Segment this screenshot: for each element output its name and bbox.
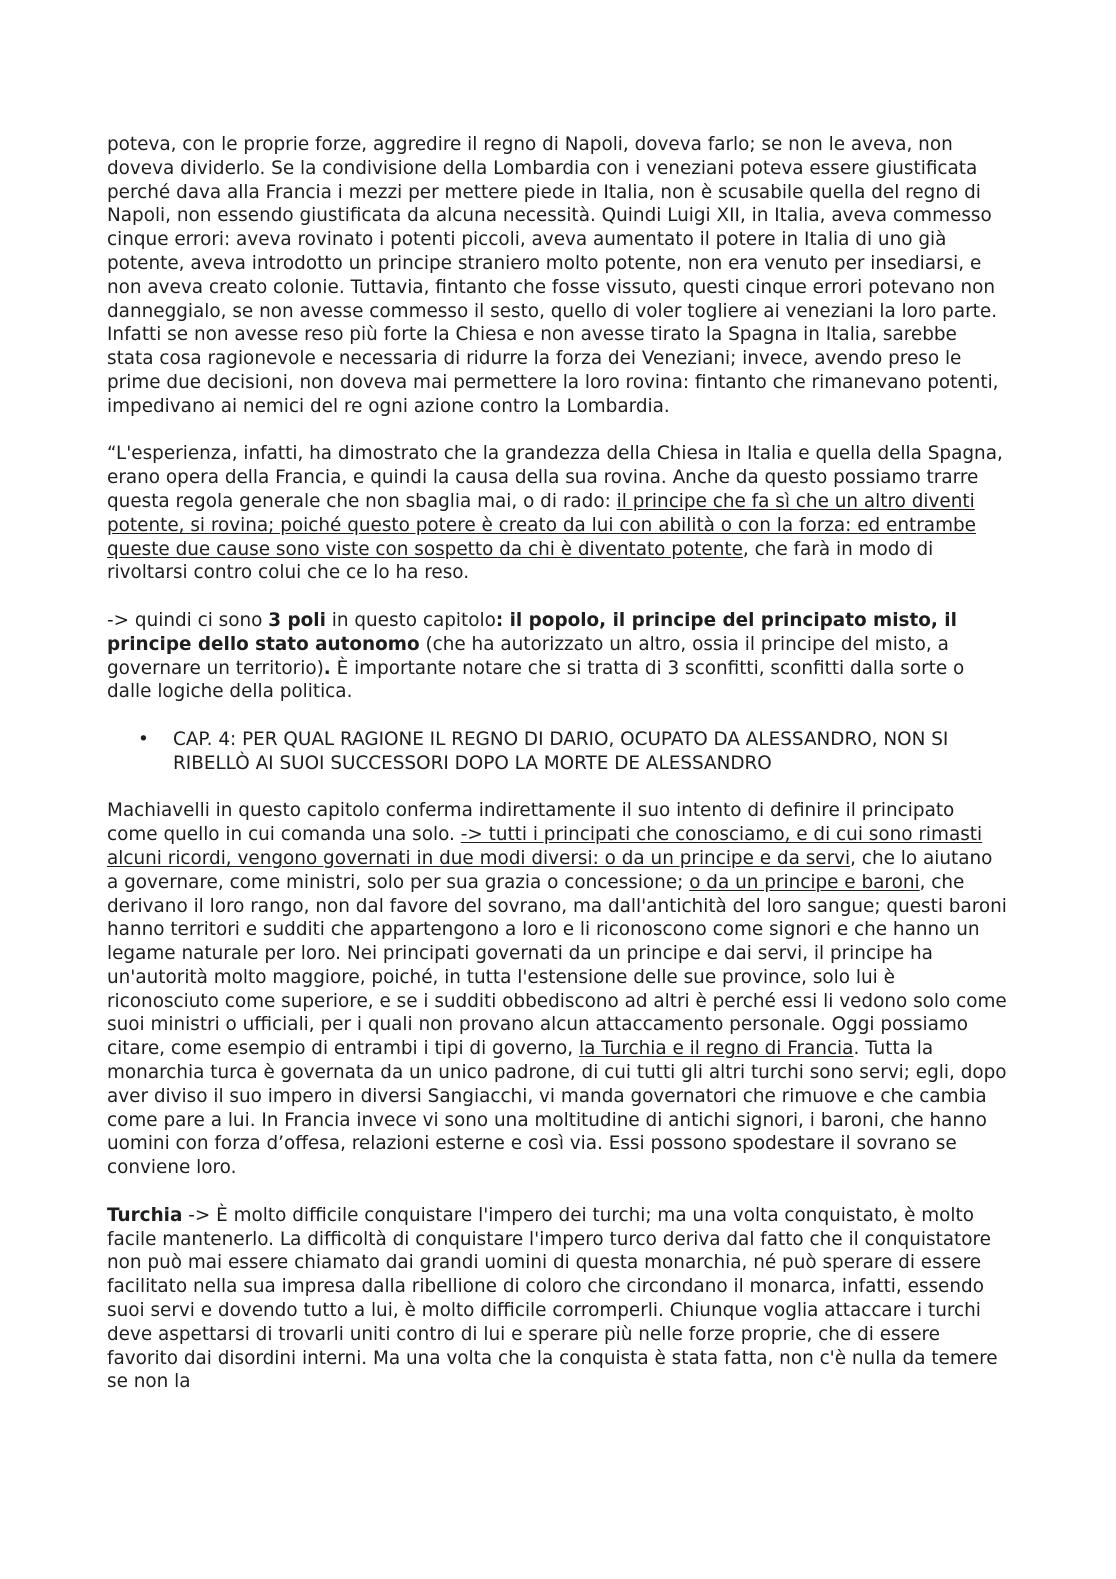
document-page <box>107 133 1007 1394</box>
underlined-text: o da un principe e baroni <box>689 871 920 893</box>
paragraph-text: (che ha autorizzato un altro, ossia il principe del misto, a governare un territorio) <box>107 633 949 679</box>
paragraph-text: -> È molto difficile conquistare l'impero dei turchi; ma una volta conquistato, è molto facile mantenerlo. La difficoltà di conquistare l'impero turco deriva dal fatto che il conquistatore non può mai essere chiamato dai grandi uomini di questa monarchia, né può sperare di essere facilitato nella sua impresa dalla ribellione di coloro che circondano il monarca, infatti, essendo suoi servi e dovendo tutto a lui, è molto difficile corromperli. Chiunque voglia attaccare i turchi deve aspettarsi di trovarli uniti contro di lui e sperare più nelle forze proprie, che di essere favorito dai disordini interni. Ma una volta che la conquista è stata fatta, non c'è nulla da temere se non la <box>107 1204 998 1393</box>
paragraph-three-poles <box>107 609 1007 704</box>
paragraph-text: , che lo aiutano a governare, come ministri, solo per sua grazia o concessione; <box>107 847 993 893</box>
paragraph-text: È importante notare che si tratta di 3 sconfitti, sconfitti dalla sorte o dalle logiche della politica. <box>107 657 965 703</box>
paragraph-experience-quote <box>107 442 1007 585</box>
paragraph-machiavelli-principati <box>107 799 1007 1180</box>
paragraph-luigi-xii-errors <box>107 133 1007 419</box>
paragraph-text: . Tutta la monarchia turca è governata da un unico padrone, di cui tutti gli altri turchi sono servi; egli, dopo aver diviso il suo impero in diversi Sangiacchi, vi manda governatori che rimuove e che cambia come pare a lui. In Francia invece vi sono una moltitudine di antichi signori, i baroni, che hanno uomini con forza d’offesa, relazioni esterne e così via. Essi possono spodestare il sovrano se conviene loro. <box>107 1038 1007 1179</box>
bold-text: : il popolo, il principe del principato misto, il principe dello stato autonomo <box>107 609 957 655</box>
bold-text: 3 poli <box>268 609 326 631</box>
paragraph-text: -> quindi ci sono <box>107 609 269 631</box>
bold-text: . <box>323 657 331 679</box>
bold-text: Turchia <box>107 1204 183 1226</box>
paragraph-text: in questo capitolo <box>325 609 496 631</box>
paragraph-text: poteva, con le proprie forze, aggredire il regno di Napoli, doveva farlo; se non le aveva, non doveva dividerlo. Se la condivisione della Lombardia con i veneziani poteva essere giustificata perché dava alla Francia i mezzi per mettere piede in Italia, non è scusabile quella del regno di Napoli, non essendo giustificata da alcuna necessità. Quindi Luigi XII, in Italia, aveva commesso cinque errori: aveva rovinato i potenti piccoli, aveva aumentato il potere in Italia di uno già potente, aveva introdotto un principe straniero molto potente, non era venuto per insediarsi, e non aveva creato colonie. Tuttavia, fintanto che fosse vissuto, questi cinque errori potevano non danneggialo, se non avesse commesso il sesto, quello di voler togliere ai veneziani la loro parte. Infatti se non avesse reso più forte la Chiesa e non avesse tirato la Spagna in Italia, sarebbe stata cosa ragionevole e necessaria di ridurre la forza dei Veneziani; invece, avendo preso le prime due decisioni, non doveva mai permettere la loro rovina: fintanto che rimanevano potenti, impedivano ai nemici del re ogni azione contro la Lombardia. <box>107 134 999 417</box>
underlined-text: -> tutti i principati che conosciamo, e di cui sono rimasti alcuni ricordi, vengono governati in due modi diversi: o da un principe e da servi <box>107 824 983 869</box>
underlined-text: la Turchia e il regno di Francia <box>579 1038 854 1060</box>
paragraph-text: “L'esperienza, infatti, ha dimostrato che la grandezza della Chiesa in Italia e quella della Spagna, erano opera della Francia, e quindi la causa della sua rovina. Anche da questo possiamo trarre questa regola generale che non sbaglia mai, o di rado: <box>107 443 1003 512</box>
underlined-rule: il principe che fa sì che un altro diventi potente, si rovina; poiché questo potere è creato da lui con abilità o con la forza: ed entrambe queste due cause sono viste con sospetto da chi è diventato potente <box>107 490 976 560</box>
paragraph-text: Machiavelli in questo capitolo conferma indirettamente il suo intento di definire il principato come quello in cui comanda una solo. <box>107 800 955 846</box>
paragraph-turchia <box>107 1204 1007 1394</box>
chapter-heading: CAP. 4: PER QUAL RAGIONE IL REGNO DI DARIO, OCUPATO DA ALESSANDRO, NON SI RIBELLÒ AI SUOI SUCCESSORI DOPO LA MORTE DE ALESSANDRO <box>173 728 949 774</box>
chapter-heading-bullet <box>138 728 1007 776</box>
bullet-icon: • <box>138 728 149 750</box>
paragraph-text: , che farà in modo di rivoltarsi contro colui che ce lo ha reso. <box>107 538 934 584</box>
paragraph-text: , che derivano il loro rango, non dal favore del sovrano, ma dall'antichità del loro sangue; questi baroni hanno territori e sudditi che appartengono a loro e li riconoscono come signori e che hanno un legame naturale per loro. Nei principati governati da un principe e dai servi, il principe ha un'autorità molto maggiore, poiché, in tutta l'estensione delle sue province, solo lui è riconosciuto come superiore, e se i sudditi obbediscono ad altri è perché essi li vedono solo come suoi ministri o ufficiali, per i quali non provano alcun attaccamento personale. Oggi possiamo citare, come esempio di entrambi i tipi di governo, <box>107 871 1007 1060</box>
